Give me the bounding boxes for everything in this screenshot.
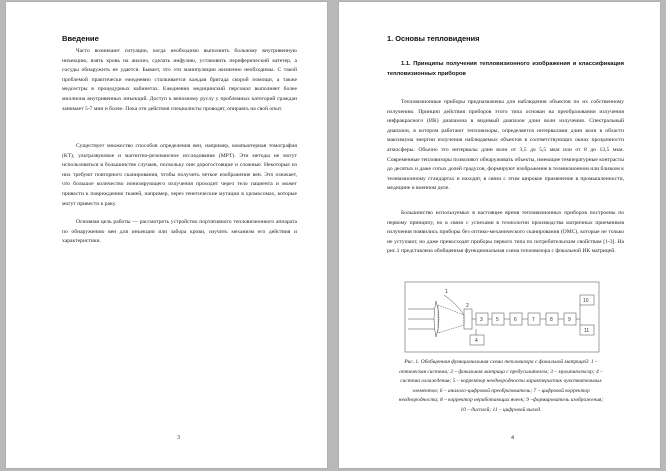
functional-diagram [404, 281, 600, 353]
label-9: 9 [568, 317, 571, 323]
section-heading: 1.1. Принципы получения тепловизионного изображения и классификация тепловизионных приборов [387, 61, 624, 77]
body-paragraph-1: Тепловизионные приборы предназначены для наблюдения объектов по их собственному излучению. Принцип действия приборов этого типа основан на преобразовании излучения инфракрасного (ИК) диапазона в видимый диапазон длин волн излучения. Спектральный диапазон, в котором работают тепловизоры, определяется интервалами длин волн в области максимума энергии излучения наблюдаемых объектов в соответствующих окнах прозрачности атмосферы. Обычно это интервалы длин волн от 3,5 до 5,5 мкм или от 8 до 13,5 мкм. Современные тепловизоры позволяют обнаруживать объекты, имеющие температурные контрасты до десятых и даже сотых долей градусов, формируют изображение в телевизионном или близком к телевизионному стандартах и находят, в связи с этим широкое применение в промышленности, медицине и военном деле. [387, 99, 624, 192]
label-6: 6 [514, 317, 517, 323]
page-number: 4 [511, 435, 514, 441]
page-number: 3 [177, 435, 180, 441]
label-2: 2 [466, 303, 469, 309]
figure-caption: Рис. 1. Обобщенная функциональная схема тепловизора с фокальной матрицей: 1 – оптическая система; 2 – фокальная матрица с предусилителем; 3 – мультиплексор; 4 – система охлаждения; 5 – корректор неоднородности характеристик чувствительных элементов; 6 – аналого-цифровой преобразователь; 7 – цифровой корректор неоднородности; 8 – корректор неработающих ячеек; 9 –формирователь изображения; 10 – дисплей; 11 – цифровой выход. [398, 359, 604, 413]
intro-paragraph-1: Часто возникают ситуации, когда необходимо выполнить больному внутривенную инъекцию, взять кровь на анализ, сделать инфузию, установить периферический катетер, а сосуды обнаружить не удается. Бывает, что эти манипуляции жизненно необходимы. С такой проблемой практически ежедневно сталкивается каждая бригада скорой помощи, а также медсестры в процедурных кабинетах. Ежедневно медицинский персонал выполняет более миллиона внутривенных инъекций. Доступ к венозному руслу у проблемных категорий граждан занимает 5-7 мин и более. Пока эти действия специалисты проводят, опираясь на свой опыт. [62, 48, 297, 112]
label-4: 4 [475, 338, 478, 344]
label-11: 11 [584, 328, 590, 334]
page-3 [6, 2, 327, 468]
leader-line-1 [444, 295, 464, 315]
ray-cone [438, 305, 464, 333]
body-paragraph-2: Большинство используемых в настоящее время тепловизионных приборов построены по первому принципу, но в связи с успехами в технологии производства матричных приемников излучения появились приборы без оптико-механического сканирования (ОМС), которые не только не уступают, но даже превосходят приборы первого типа по потребительским свойствам [1-3]. На рис.1 представлена обобщенная функциональная схема тепловизора с фокальной ИК матрицей. [387, 210, 624, 255]
introduction-heading: Введение [62, 34, 99, 43]
chapter-heading: 1. Основы тепловидения [387, 34, 480, 43]
page-4 [339, 2, 660, 468]
block-2 [464, 309, 472, 329]
label-8: 8 [550, 317, 553, 323]
label-3: 3 [480, 317, 483, 323]
label-1: 1 [445, 289, 448, 295]
intro-paragraph-2: Существует множество способов определения вен, например, компьютерная томография (КТ), ультразвуковое и магнитно-резонансное исследование (МРТ). Эти методы не могут использоваться в большинстве случаев, поскольку они дорогостоящие и сложные. Некоторые из них требуют повторного сканирования, чтобы получить четкое изображение вен. Это означает, что большое количество ионизирующего излучения проходит через тело пациента и может привести к повреждению тканей, например, через генетические мутации в хромосомах, которые могут привести к раку. [62, 143, 297, 207]
label-7: 7 [532, 317, 535, 323]
label-5: 5 [496, 317, 499, 323]
intro-paragraph-3: Основная цель работы — рассмотреть устройство портативного тепловизионного аппарата по обнаружению вен для инъекции или забора крови, изучить механизм его действия и характеристики. [62, 219, 297, 245]
label-10: 10 [583, 298, 589, 304]
